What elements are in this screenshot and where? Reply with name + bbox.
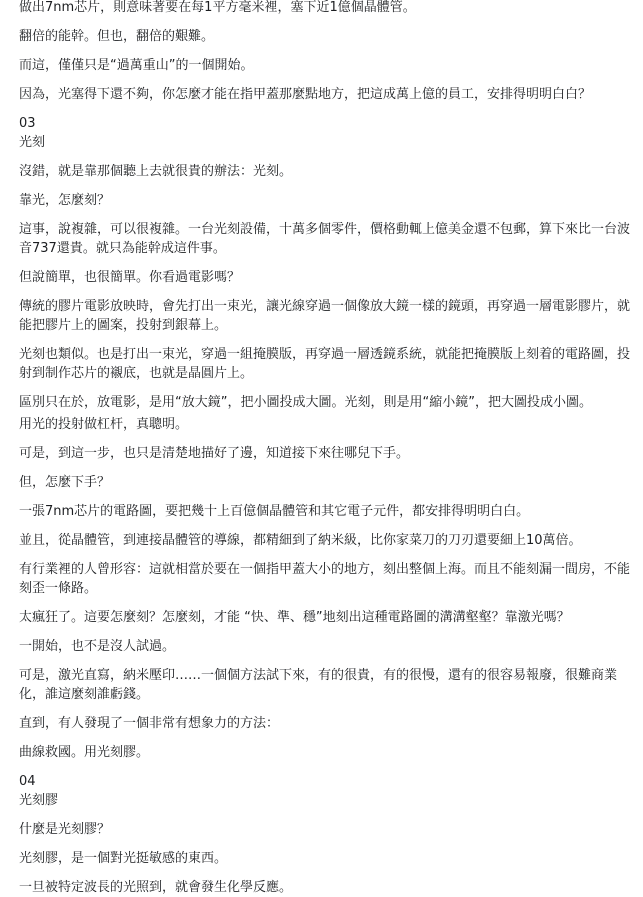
paragraph: 光刻也類似。也是打出一束光，穿過一組掩膜版，再穿過一層透鏡系統，就能把掩膜版上刻着的電路圖，投射到制作芯片的襯底，也就是晶圓片上。 [19,347,631,381]
article-body [19,0,631,897]
paragraph: 沒錯，就是靠那個聽上去就很貴的辦法：光刻。 [19,164,293,179]
paragraph: 這事，說複雜，可以很複雜。一台光刻設備，十萬多個零件，價格動輒上億美金還不包郵，算下來比一台波音737還貴。就只為能幹成這件事。 [19,222,631,256]
paragraph: 太瘋狂了。這要怎麼刻？怎麼刻，才能 “快、準、穩”地刻出這種電路圖的溝溝壑壑？靠激光嗎？ [19,610,570,625]
paragraph: 直到，有人發現了一個非常有想象力的方法： [19,716,280,731]
paragraph: 一開始，也不是沒人試過。 [19,639,176,654]
paragraph: 翻倍的能幹。但也，翻倍的艱難。 [19,29,215,44]
paragraph: 但說簡單，也很簡單。你看過電影嗎？ [19,270,241,285]
paragraph: 什麼是光刻膠？ [19,822,111,837]
paragraph: 做出7nm芯片，則意味著要在每1平方毫米裡，塞下近1億個晶體管。 [19,0,416,15]
paragraph: 可是，到這一步，也只是清楚地描好了邊，知道接下來往哪兒下手。 [19,446,410,461]
paragraph: 一張7nm芯片的電路圖，要把幾十上百億個晶體管和其它電子元件，都安排得明明白白。 [19,504,530,519]
section-number: 03 [19,116,36,131]
paragraph: 用光的投射做杠杆，真聰明。 [19,417,189,432]
paragraph: 區別只在於，放電影，是用“放大鏡”，把小圖投成大圖。光刻，則是用“縮小鏡”，把大圖投成小圖。 [19,395,592,410]
paragraph: 有行業裡的人曾形容：這就相當於要在一個指甲蓋大小的地方，刻出整個上海。而且不能刻漏一間房，不能刻歪一條路。 [19,562,631,596]
paragraph: 一旦被特定波長的光照到，就會發生化學反應。 [19,880,293,895]
paragraph: 因為，光塞得下還不夠，你怎麼才能在指甲蓋那麼點地方，把這成萬上億的員工，安排得明明白白？ [19,87,592,102]
paragraph: 可是，激光直寫，納米壓印……一個個方法試下來，有的很貴，有的很慢，還有的很容易報廢，很難商業化，誰這麼刻誰虧錢。 [19,668,618,702]
paragraph: 而這，僅僅只是“過萬重山”的一個開始。 [19,58,254,73]
paragraph: 靠光，怎麼刻？ [19,193,111,208]
paragraph: 但，怎麼下手？ [19,475,111,490]
paragraph: 光刻膠，是一個對光挺敏感的東西。 [19,851,228,866]
paragraph: 並且，從晶體管，到連接晶體管的導線，都精細到了納米級，比你家菜刀的刀刃還要細上10萬倍。 [19,533,582,548]
paragraph: 曲線救國。用光刻膠。 [19,745,150,760]
section-title: 光刻 [19,135,46,150]
section-number: 04 [19,774,36,789]
section-title: 光刻膠 [19,793,59,808]
paragraph: 傳統的膠片電影放映時，會先打出一束光，讓光線穿過一個像放大鏡一樣的鏡頭，再穿過一層電影膠片，就能把膠片上的圖案，投射到銀幕上。 [19,299,631,333]
